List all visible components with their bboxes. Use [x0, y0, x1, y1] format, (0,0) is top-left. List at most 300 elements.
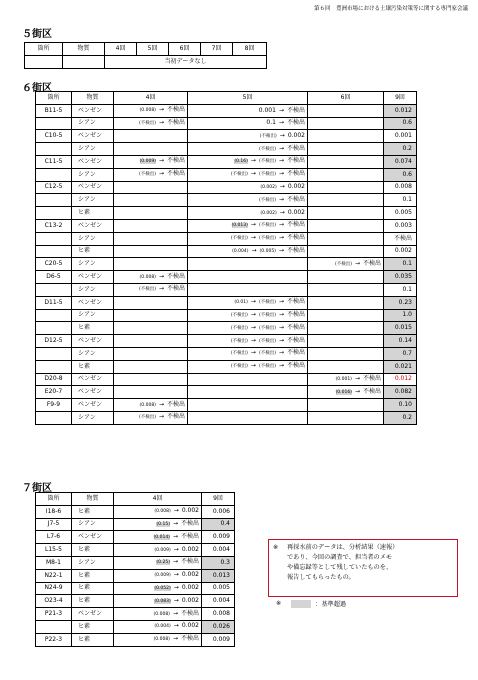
arrow-icon: → — [278, 144, 284, 152]
col-header: 4回 — [105, 43, 137, 56]
arrow-icon: → — [250, 298, 256, 306]
location-cell — [36, 322, 72, 335]
round9-value: 0.2 — [384, 143, 417, 156]
round9-value: 0.006 — [202, 505, 235, 518]
round9-value: 0.015 — [384, 322, 417, 335]
arrow-icon: → — [278, 221, 284, 229]
measurement-value: 不検出 — [286, 298, 305, 306]
round9-value: 0.005 — [384, 207, 417, 220]
measurement-value: (不検出) — [258, 325, 276, 331]
round9-value: 0.012 — [384, 373, 417, 386]
arrow-icon: → — [278, 310, 284, 318]
measurement-value: 0.1 — [266, 119, 276, 127]
substance-cell: ヒ素 — [72, 322, 114, 335]
round9-value: 0.005 — [202, 582, 235, 595]
col-header: 9回 — [384, 92, 417, 105]
legend-swatch — [291, 600, 311, 608]
location-cell — [36, 283, 72, 296]
measurement-value: (0.008) — [139, 108, 156, 114]
substance-cell: シアン — [72, 518, 114, 531]
measurement-value: (不検出) — [230, 325, 248, 331]
measurement-value: (不検出) — [258, 236, 276, 242]
table-row — [36, 117, 417, 130]
round9-value: 0.021 — [384, 360, 417, 373]
table-row — [36, 518, 235, 531]
measurement-cell — [114, 104, 188, 117]
col-header: 物質 — [72, 92, 114, 105]
arrow-icon: → — [172, 635, 178, 643]
substance-cell: シアン — [72, 556, 114, 569]
measurement-cell — [188, 181, 308, 194]
arrow-icon: → — [278, 349, 284, 357]
measurement-cell — [114, 309, 188, 322]
substance-cell: ヒ素 — [72, 207, 114, 220]
measurement-value: 不検出 — [180, 519, 199, 527]
measurement-cell — [114, 386, 188, 399]
col-header: 6回 — [169, 43, 201, 56]
measurement-cell — [114, 232, 188, 245]
measurement-cell — [114, 283, 188, 296]
arrow-icon: → — [250, 323, 256, 331]
measurement-cell — [308, 143, 384, 156]
arrow-icon: → — [250, 170, 256, 178]
measurement-value: 不検出 — [362, 259, 381, 267]
location-cell: C13-2 — [36, 219, 72, 232]
measurement-cell — [188, 207, 308, 220]
measurement-cell — [188, 258, 308, 271]
substance-cell: ベンゼン — [72, 155, 114, 168]
round9-value: 0.004 — [202, 544, 235, 557]
measurement-value: 不検出 — [286, 170, 305, 178]
measurement-value: 0.001 — [258, 106, 276, 114]
measurement-value: (0.009) — [154, 547, 171, 553]
measurement-value: (不検出) — [258, 146, 276, 152]
measurement-cell — [188, 283, 308, 296]
substance-cell: ベンゼン — [72, 386, 114, 399]
round9-value: 0.074 — [384, 155, 417, 168]
round9-value: 0.1 — [384, 194, 417, 207]
table-row — [36, 283, 417, 296]
measurement-value: (0.008) — [153, 637, 170, 643]
measurement-value: (0.008) — [154, 509, 171, 515]
substance-cell: ベンゼン — [72, 335, 114, 348]
arrow-icon: → — [158, 118, 164, 126]
measurement-value: 0.002 — [181, 545, 199, 553]
measurement-cell — [114, 569, 202, 582]
measurement-value: 不検出 — [166, 106, 185, 114]
location-cell: C11-5 — [36, 155, 72, 168]
measurement-value: (不検出) — [138, 287, 156, 293]
measurement-value: (0.009) — [154, 573, 171, 579]
measurement-value: (不検出) — [138, 415, 156, 421]
substance-cell: シアン — [72, 143, 114, 156]
measurement-cell — [114, 505, 202, 518]
measurement-cell — [308, 322, 384, 335]
col-header: 7回 — [201, 43, 233, 56]
round9-value: 0.14 — [384, 335, 417, 348]
measurement-value: (0.001) — [335, 376, 352, 382]
measurement-value: 不検出 — [166, 118, 185, 126]
arrow-icon: → — [250, 221, 256, 229]
measurement-cell — [188, 360, 308, 373]
measurement-cell — [114, 399, 188, 412]
substance-cell: ヒ素 — [72, 595, 114, 608]
location-cell: P22-3 — [36, 633, 72, 646]
measurement-cell — [308, 104, 384, 117]
location-cell: J7-5 — [36, 518, 72, 531]
measurement-value: 0.002 — [287, 208, 305, 216]
location-cell: L15-5 — [36, 544, 72, 557]
measurement-cell — [308, 309, 384, 322]
location-cell: D11-5 — [36, 296, 72, 309]
arrow-icon: → — [278, 119, 284, 127]
legend-mark: ※ — [276, 600, 282, 607]
arrow-icon: → — [278, 170, 284, 178]
round9-value: 0.008 — [384, 181, 417, 194]
substance-cell: シアン — [72, 347, 114, 360]
table-row — [36, 556, 235, 569]
arrow-icon: → — [278, 298, 284, 306]
location-cell: L7-6 — [36, 531, 72, 544]
table-row — [36, 386, 417, 399]
table-row — [36, 219, 417, 232]
round9-value: 0.009 — [202, 633, 235, 646]
arrow-icon: → — [250, 362, 256, 370]
arrow-icon: → — [173, 596, 179, 604]
arrow-icon: → — [354, 374, 360, 382]
measurement-value: 不検出 — [166, 157, 185, 165]
measurement-value: (0.008) — [139, 402, 156, 408]
col-header: 物質 — [72, 493, 114, 506]
location-cell: P21-3 — [36, 608, 72, 621]
measurement-value: (不検出) — [258, 338, 276, 344]
block5-table — [24, 42, 267, 69]
substance-cell: シアン — [72, 232, 114, 245]
table-row — [36, 155, 417, 168]
measurement-value: 不検出 — [286, 362, 305, 370]
measurement-value: 0.002 — [181, 583, 199, 591]
arrow-icon: → — [354, 259, 360, 267]
measurement-cell — [114, 518, 202, 531]
measurement-value: (不検出) — [258, 223, 276, 229]
measurement-value: (0.052) — [154, 585, 171, 591]
measurement-value: (不検出) — [258, 300, 276, 306]
location-cell: D12-5 — [36, 335, 72, 348]
round9-value: 0.1 — [384, 258, 417, 271]
arrow-icon: → — [173, 545, 179, 553]
location-cell — [36, 620, 72, 633]
round9-value: 0.002 — [384, 245, 417, 258]
measurement-cell — [308, 207, 384, 220]
location-cell — [36, 117, 72, 130]
round9-value: 0.009 — [202, 531, 235, 544]
measurement-value: 不検出 — [166, 400, 185, 408]
measurement-value: (0.004) — [154, 624, 171, 630]
measurement-cell — [308, 411, 384, 424]
table-row — [36, 104, 417, 117]
measurement-value: 不検出 — [166, 170, 185, 178]
measurement-cell — [114, 360, 188, 373]
measurement-cell — [114, 633, 202, 646]
table-row — [36, 505, 235, 518]
round9-value: 0.013 — [202, 569, 235, 582]
measurement-cell — [188, 386, 308, 399]
arrow-icon: → — [172, 609, 178, 617]
measurement-cell — [188, 194, 308, 207]
round9-value: 0.1 — [384, 283, 417, 296]
arrow-icon: → — [158, 157, 164, 165]
measurement-cell — [308, 219, 384, 232]
round9-value: 0.6 — [384, 168, 417, 181]
table-row — [36, 569, 235, 582]
measurement-cell — [308, 168, 384, 181]
measurement-value: 不検出 — [362, 374, 381, 382]
arrow-icon: → — [279, 131, 285, 139]
arrow-icon: → — [278, 336, 284, 344]
arrow-icon: → — [158, 400, 164, 408]
legend — [276, 599, 346, 608]
arrow-icon: → — [250, 157, 256, 165]
location-cell — [36, 194, 72, 207]
measurement-cell — [114, 207, 188, 220]
measurement-cell — [114, 194, 188, 207]
col-header: 5回 — [188, 92, 308, 105]
legend-label: ：基準超過 — [315, 601, 347, 608]
table-row — [36, 296, 417, 309]
table-row — [36, 309, 417, 322]
measurement-value: 不検出 — [286, 310, 305, 318]
measurement-value: 不検出 — [362, 387, 381, 395]
table-row — [36, 411, 417, 424]
measurement-cell — [188, 347, 308, 360]
measurement-cell — [308, 271, 384, 284]
section-title-7: ７街区 — [22, 483, 52, 494]
round9-value: 0.008 — [202, 608, 235, 621]
measurement-cell — [114, 271, 188, 284]
table-row — [36, 595, 235, 608]
round9-value: 0.001 — [384, 130, 417, 143]
substance-cell: シアン — [72, 194, 114, 207]
measurement-value: (0.008) — [139, 274, 156, 280]
measurement-value: (0.083) — [154, 598, 171, 604]
round9-value: 0.2 — [384, 411, 417, 424]
measurement-value: 不検出 — [166, 272, 185, 280]
measurement-value: (不検出) — [259, 133, 277, 139]
location-cell: C12-5 — [36, 181, 72, 194]
arrow-icon: → — [250, 234, 256, 242]
measurement-cell — [114, 531, 202, 544]
location-cell — [36, 245, 72, 258]
col-header: 8回 — [233, 43, 267, 56]
measurement-value: 不検出 — [166, 285, 185, 293]
measurement-value: 不検出 — [286, 221, 305, 229]
round9-value: 0.6 — [384, 117, 417, 130]
measurement-value: 不検出 — [286, 349, 305, 357]
measurement-value: 不検出 — [286, 144, 305, 152]
measurement-value: (不検出) — [230, 236, 248, 242]
note-box — [268, 539, 458, 597]
table-row — [36, 181, 417, 194]
location-cell — [36, 360, 72, 373]
substance-cell: ベンゼン — [72, 104, 114, 117]
measurement-cell — [308, 283, 384, 296]
measurement-value: 不検出 — [286, 336, 305, 344]
table-row — [36, 232, 417, 245]
substance-cell: シアン — [72, 283, 114, 296]
arrow-icon: → — [158, 106, 164, 114]
measurement-cell — [114, 219, 188, 232]
measurement-value: (不検出) — [230, 364, 248, 370]
arrow-icon: → — [278, 323, 284, 331]
measurement-value: (0.014) — [153, 534, 170, 540]
location-cell: E20-7 — [36, 386, 72, 399]
substance-cell: ヒ素 — [72, 360, 114, 373]
note-line: 再採水前のデータは、分析結果（速報） — [287, 544, 399, 551]
table-row — [36, 531, 235, 544]
table-row — [36, 168, 417, 181]
location-cell — [36, 232, 72, 245]
arrow-icon: → — [354, 387, 360, 395]
table-row — [36, 620, 235, 633]
substance-cell: ベンゼン — [72, 219, 114, 232]
location-cell: N22-1 — [36, 569, 72, 582]
measurement-value: 0.002 — [181, 571, 199, 579]
substance-cell: ヒ素 — [72, 245, 114, 258]
arrow-icon: → — [158, 272, 164, 280]
measurement-cell — [308, 360, 384, 373]
substance-cell: ベンゼン — [72, 271, 114, 284]
measurement-value: 0.002 — [181, 622, 199, 630]
cell — [63, 55, 105, 68]
table-row — [36, 347, 417, 360]
measurement-value: 不検出 — [180, 532, 199, 540]
measurement-cell — [188, 104, 308, 117]
measurement-value: (0.009) — [139, 159, 156, 165]
table-row — [36, 373, 417, 386]
table-row — [36, 194, 417, 207]
measurement-value: (不検出) — [230, 338, 248, 344]
arrow-icon: → — [172, 558, 178, 566]
measurement-value: (0.008) — [153, 611, 170, 617]
table-row — [36, 335, 417, 348]
measurement-cell — [114, 347, 188, 360]
location-cell: B11-5 — [36, 104, 72, 117]
round9-value: 0.4 — [202, 518, 235, 531]
location-cell — [36, 168, 72, 181]
substance-cell: シアン — [72, 309, 114, 322]
measurement-cell — [188, 245, 308, 258]
table-row — [36, 258, 417, 271]
measurement-cell — [188, 271, 308, 284]
table-row — [36, 399, 417, 412]
substance-cell: ヒ素 — [72, 505, 114, 518]
table-row — [36, 633, 235, 646]
measurement-cell — [114, 322, 188, 335]
measurement-cell — [114, 168, 188, 181]
measurement-cell — [188, 399, 308, 412]
arrow-icon: → — [279, 182, 285, 190]
location-cell: N24-9 — [36, 582, 72, 595]
measurement-cell — [114, 130, 188, 143]
col-header: 4回 — [114, 493, 202, 506]
location-cell: I18-6 — [36, 505, 72, 518]
measurement-cell — [188, 143, 308, 156]
arrow-icon: → — [173, 571, 179, 579]
location-cell: C10-5 — [36, 130, 72, 143]
table-row — [36, 130, 417, 143]
measurement-value: (不検出) — [258, 312, 276, 318]
arrow-icon: → — [250, 336, 256, 344]
round9-value: 0.3 — [202, 556, 235, 569]
measurement-cell — [114, 181, 188, 194]
measurement-cell — [188, 322, 308, 335]
col-header: 物質 — [63, 43, 105, 56]
measurement-value: (0.005) — [259, 248, 276, 254]
block7-table — [35, 492, 235, 647]
block6-table — [35, 91, 417, 425]
measurement-cell — [114, 155, 188, 168]
substance-cell: シアン — [72, 117, 114, 130]
note-line: や備忘録等として残していたものを、 — [287, 564, 393, 571]
measurement-cell — [114, 608, 202, 621]
measurement-cell — [188, 219, 308, 232]
measurement-cell — [308, 335, 384, 348]
measurement-cell — [308, 399, 384, 412]
arrow-icon: → — [279, 208, 285, 216]
measurement-cell — [114, 373, 188, 386]
arrow-icon: → — [278, 362, 284, 370]
measurement-cell — [114, 258, 188, 271]
note-mark: ※ — [273, 544, 279, 551]
measurement-cell — [114, 595, 202, 608]
location-cell: D6-5 — [36, 271, 72, 284]
measurement-cell — [308, 347, 384, 360]
round9-value: 0.003 — [384, 219, 417, 232]
measurement-cell — [114, 620, 202, 633]
measurement-cell — [188, 309, 308, 322]
measurement-cell — [114, 556, 202, 569]
round9-value: 不検出 — [384, 232, 417, 245]
col-header: 6回 — [308, 92, 384, 105]
location-cell: F9-9 — [36, 399, 72, 412]
substance-cell: ヒ素 — [72, 633, 114, 646]
no-initial-data-note: 当初データなし — [105, 55, 267, 68]
measurement-cell — [308, 232, 384, 245]
round9-value: 0.026 — [202, 620, 235, 633]
measurement-value: 不検出 — [286, 246, 305, 254]
substance-cell: ヒ素 — [72, 620, 114, 633]
measurement-cell — [114, 335, 188, 348]
measurement-cell — [308, 245, 384, 258]
round9-value: 0.23 — [384, 296, 417, 309]
location-cell — [36, 411, 72, 424]
col-header: 箇所 — [25, 43, 63, 56]
measurement-cell — [188, 232, 308, 245]
measurement-value: 不検出 — [286, 157, 305, 165]
measurement-value: (不検出) — [258, 172, 276, 178]
arrow-icon: → — [278, 195, 284, 203]
measurement-cell — [308, 373, 384, 386]
substance-cell: シアン — [72, 411, 114, 424]
arrow-icon: → — [173, 622, 179, 630]
arrow-icon: → — [172, 532, 178, 540]
table-row — [36, 245, 417, 258]
measurement-value: (不検出) — [138, 120, 156, 126]
substance-cell: ベンゼン — [72, 181, 114, 194]
col-header: 箇所 — [36, 493, 72, 506]
measurement-cell — [114, 544, 202, 557]
measurement-cell — [114, 245, 188, 258]
